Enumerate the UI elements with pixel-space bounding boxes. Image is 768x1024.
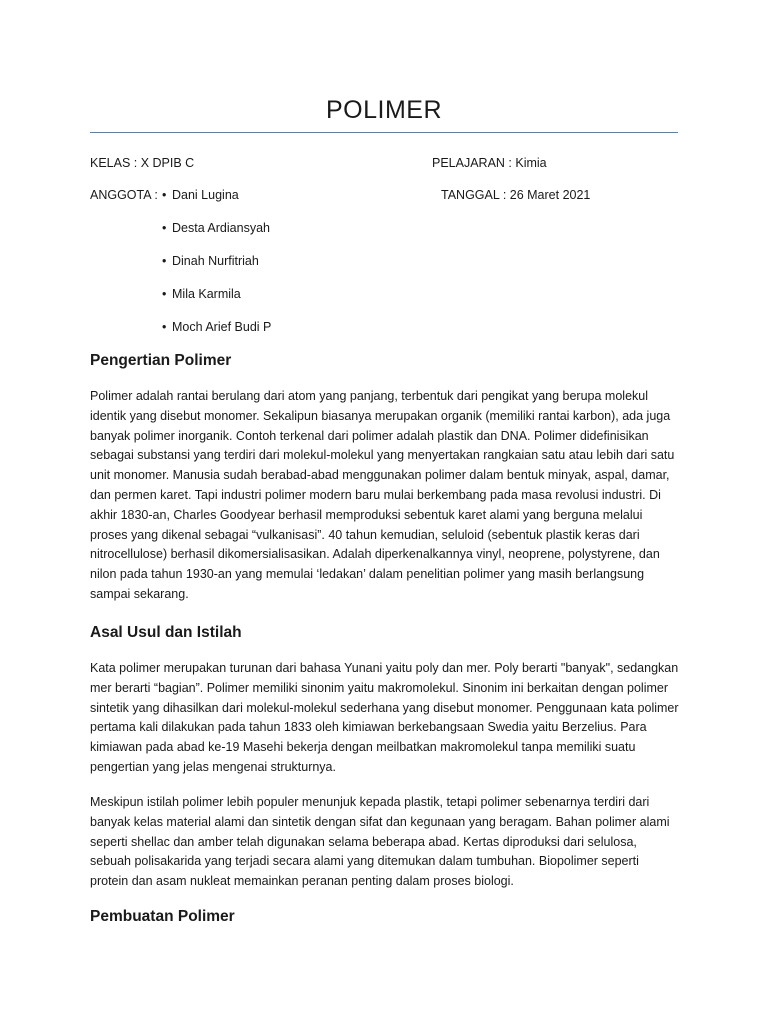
member-name: Mila Karmila — [172, 287, 241, 301]
pelajaran-field: PELAJARAN : Kimia — [432, 156, 547, 170]
document-title: POLIMER — [325, 96, 443, 124]
bullet-icon: • — [162, 320, 167, 334]
anggota-label: ANGGOTA : — [90, 188, 158, 202]
bullet-icon: • — [162, 188, 167, 202]
member-name: Desta Ardiansyah — [172, 221, 270, 235]
title-underline — [90, 132, 678, 133]
member-list-item — [162, 253, 259, 269]
asal-usul-paragraph-1: Kata polimer merupakan turunan dari bahasa Yunani yaitu poly dan mer. Poly berarti "banyak", sedangkan mer berarti “bagian”. Polimer memiliki sinonim yaitu makromolekul. Sinonim ini berkaitan dengan polimer sintetik yang dihasilkan dari molekul-molekul sederhana yang disebut monomer. Penggunaan kata polimer pertama kali dilakukan pada tahun 1833 oleh kimiawan berkebangsaan Swedia yaitu Berzelius. Para kimiawan pada abad ke-19 Masehi bekerja dengan meilbatkan makromolekul tanpa memiliki suatu pengertian yang jelas mengenai strukturnya. — [90, 661, 679, 774]
member-name: Dani Lugina — [172, 188, 239, 202]
section-heading-pengertian: Pengertian Polimer — [90, 352, 232, 369]
bullet-icon: • — [162, 221, 167, 235]
member-list-item — [162, 319, 271, 335]
section-heading-asal-usul: Asal Usul dan Istilah — [90, 624, 242, 641]
asal-usul-paragraph-2: Meskipun istilah polimer lebih populer menunjuk kepada plastik, tetapi polimer sebenarnya terdiri dari banyak kelas material alami dan sintetik dengan sifat dan kegunaan yang beragam. Bahan polimer alami seperti shellac dan amber telah digunakan selama beberapa abad. Kertas diproduksi dari selulosa, sebuah polisakarida yang terjadi secara alami yang ditemukan dalam tumbuhan. Biopolimer seperti protein dan asam nukleat memainkan peranan penting dalam proses biologi. — [90, 795, 670, 889]
tanggal-field: TANGGAL : 26 Maret 2021 — [441, 188, 591, 202]
bullet-icon: • — [162, 287, 167, 301]
section-heading-pembuatan: Pembuatan Polimer — [90, 908, 235, 925]
member-name: Moch Arief Budi P — [172, 320, 272, 334]
member-list-item — [162, 187, 239, 203]
pengertian-paragraph: Polimer adalah rantai berulang dari atom yang panjang, terbentuk dari pengikat yang berupa molekul identik yang disebut monomer. Sekalipun biasanya merupakan organik (memiliki rantai karbon), ada juga banyak polimer inorganik. Contoh terkenal dari polimer adalah plastik dan DNA. Polimer didefinisikan sebagai substansi yang terdiri dari molekul-molekul yang menyertakan rangkaian satu atau lebih dari satu unit monomer. Manusia sudah berabad-abad menggunakan polimer dalam bentuk minyak, aspal, damar, dan permen karet. Tapi industri polimer modern baru mulai berkembang pada masa revolusi industri. Di akhir 1830-an, Charles Goodyear berhasil memproduksi sebentuk karet alami yang berguna melalui proses yang dikenal sebagai “vulkanisasi”. 40 tahun kemudian, seluloid (sebentuk plastik keras dari nitrocellulose) berhasil dikomersialisasikan. Adalah diperkenalkannya vinyl, neoprene, polystyrene, dan nilon pada tahun 1930-an yang memulai ‘ledakan’ dalam penelitian polimer yang masih berlangsung sampai sekarang. — [90, 389, 675, 601]
member-name: Dinah Nurfitriah — [172, 254, 259, 268]
member-list-item — [162, 220, 270, 236]
kelas-field: KELAS : X DPIB C — [90, 156, 195, 170]
member-list-item — [162, 286, 241, 302]
bullet-icon: • — [162, 254, 167, 268]
